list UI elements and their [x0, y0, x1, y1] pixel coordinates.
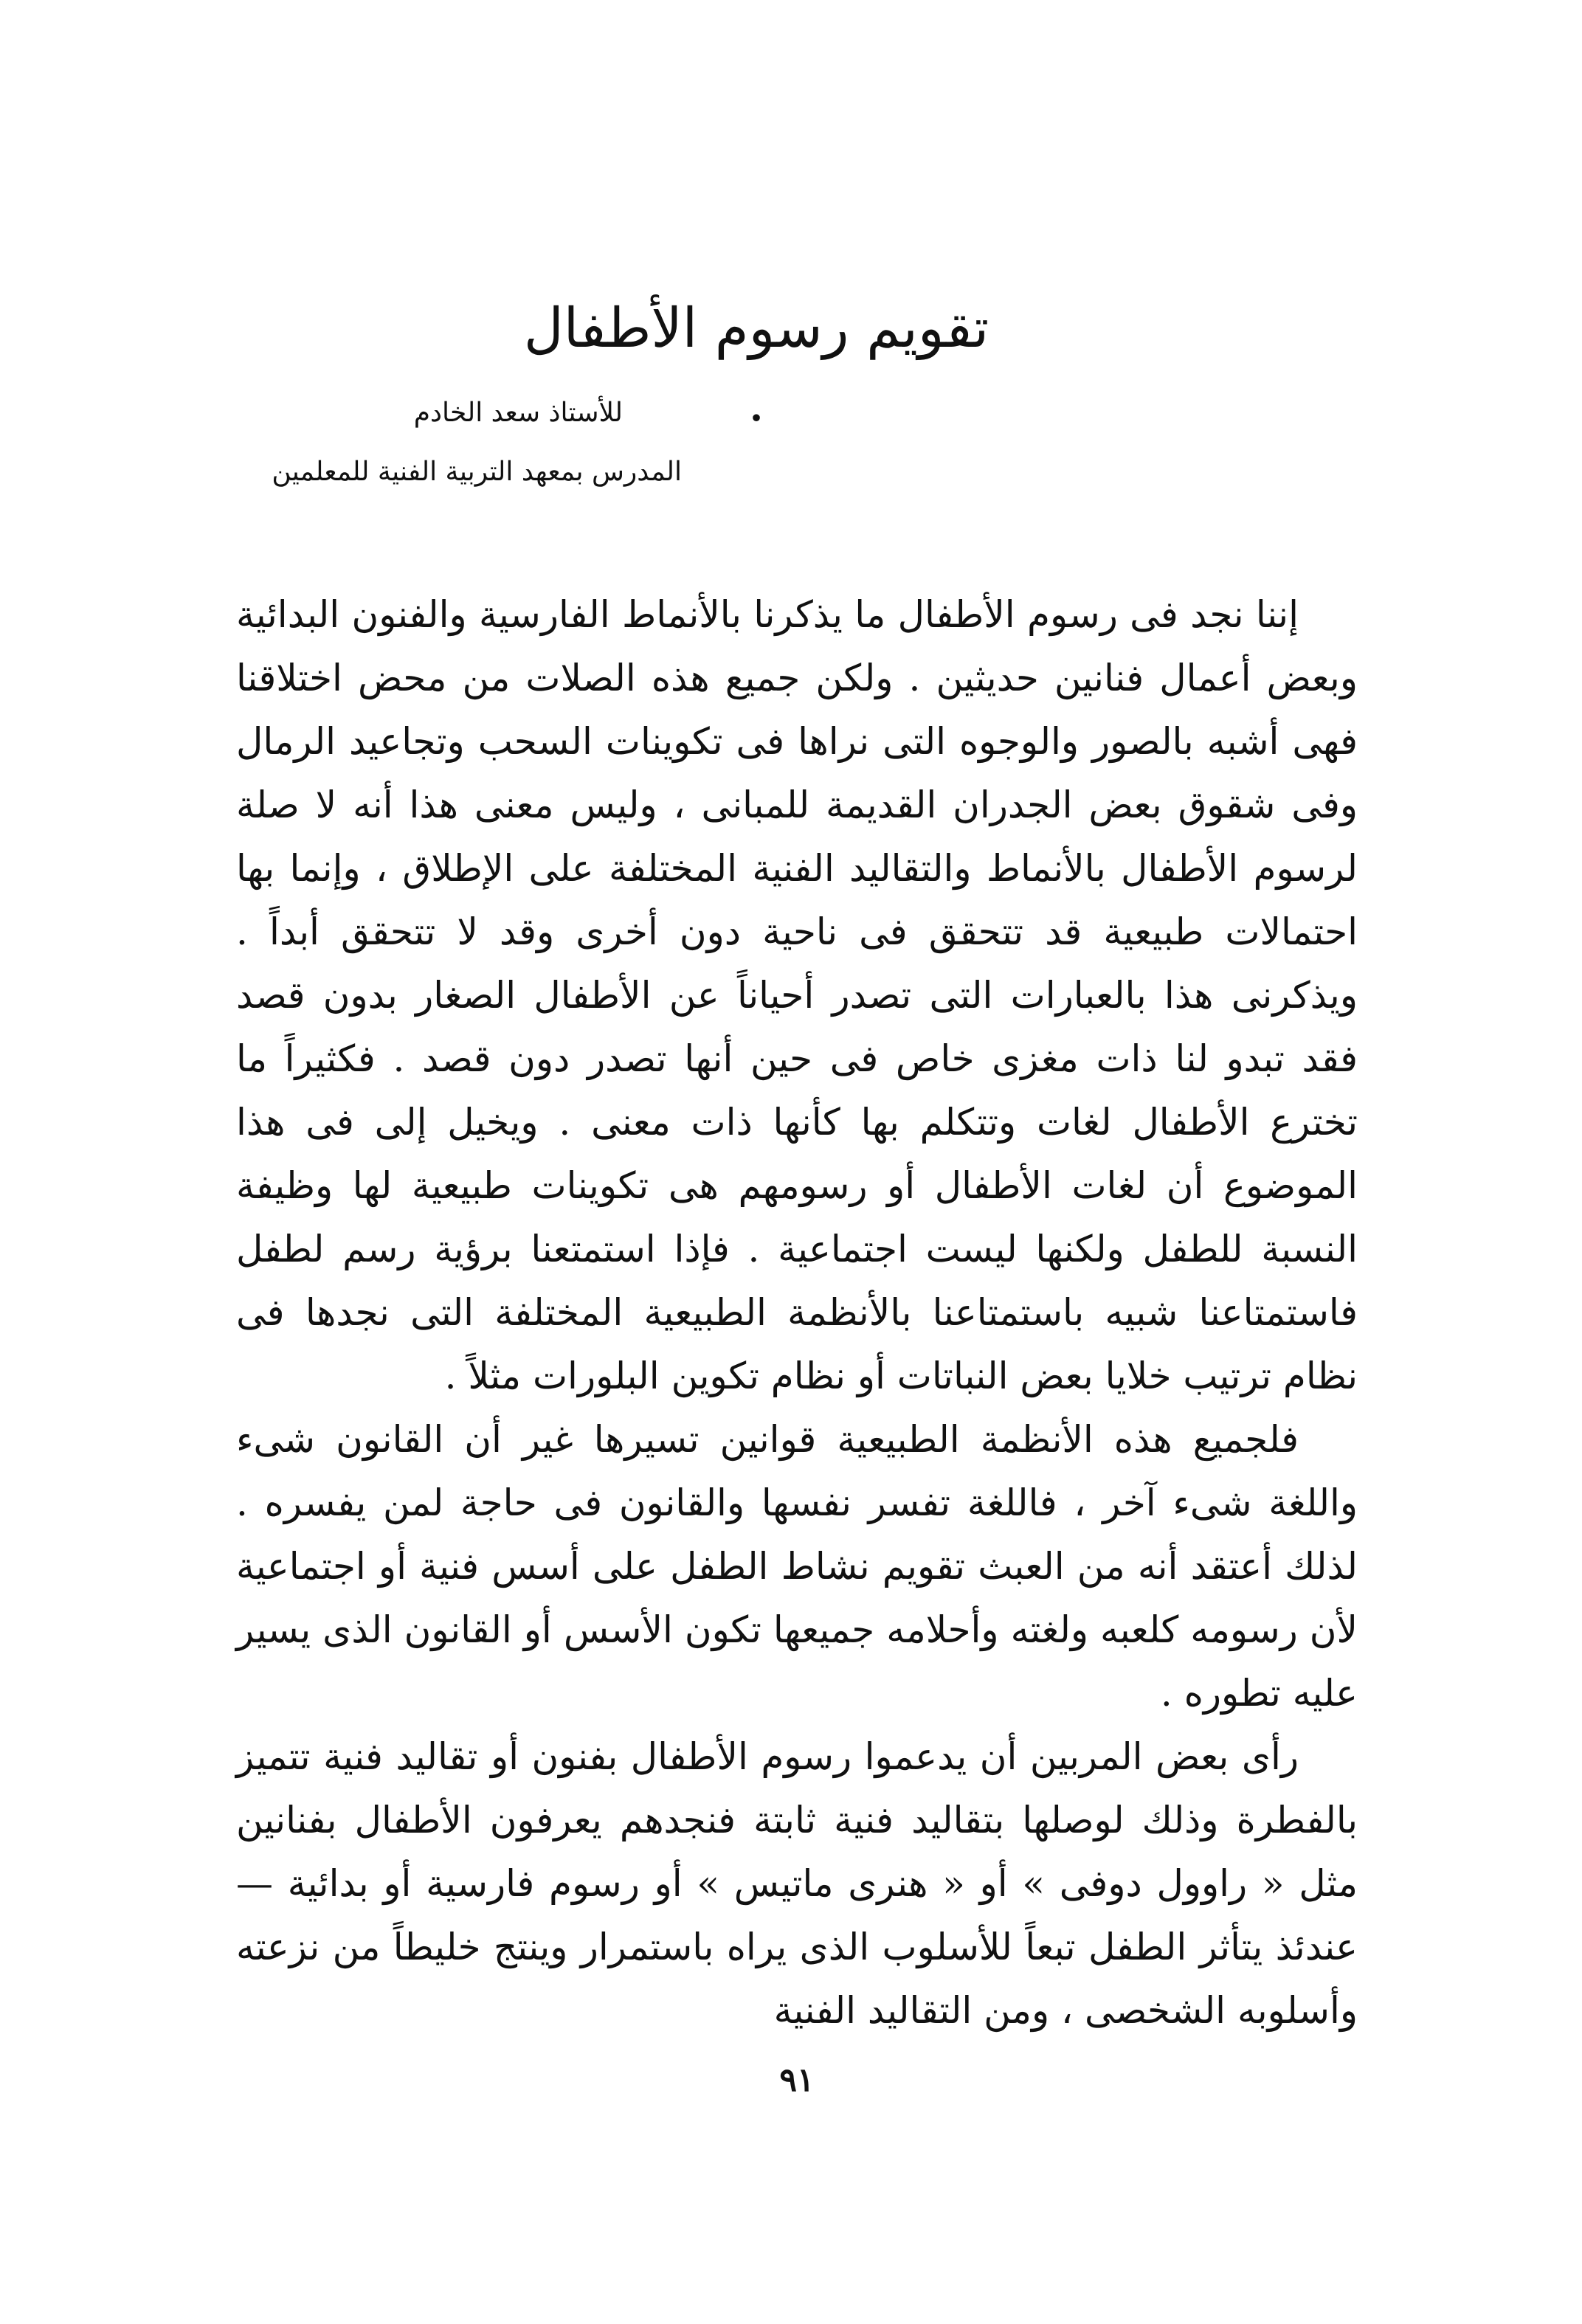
- paragraph-2: فلجميع هذه الأنظمة الطبيعية قوانين تسيرها غير أن القانون شىء واللغة شىء آخر ، فاللغة تفسر نفسها والقانون فى حاجة لمن يفسره . لذلك أعتقد أنه من العبث تقويم نشاط الطفل على أسس فنية أو اجتماعية لأن رسومه كلعبه ولغته وأحلامه جميعها تكون الأسس أو القانون الذى يسير عليه تطوره .: [236, 1418, 1358, 1715]
- paragraph-1: إننا نجد فى رسوم الأطفال ما يذكرنا بالأنماط الفارسية والفنون البدائية وبعض أعمال فنانين حديثين . ولكن جميع هذه الصلات من محض اختلاقنا فهى أشبه بالصور والوجوه التى نراها فى تكوينات السحب وتجاعيد الرمال وفى شقوق بعض الجدران القديمة للمبانى ، وليس معنى هذا أنه لا صلة لرسوم الأطفال بالأنماط والتقاليد الفنية المختلفة على الإطلاق ، وإنما بها احتمالات طبيعية قد تتحقق فى ناحية دون أخرى وقد لا تتحقق أبداً . ويذكرنى هذا بالعبارات التى تصدر أحياناً عن الأطفال الصغار بدون قصد فقد تبدو لنا ذات مغزى خاص فى حين أنها تصدر دون قصد . فكثيراً ما تخترع الأطفال لغات وتتكلم بها كأنها ذات معنى . ويخيل إلى فى هذا الموضوع أن لغات الأطفال أو رسومهم هى تكوينات طبيعية لها وظيفة النسبة للطفل ولكنها ليست اجتماعية . فإذا استمتعنا برؤية رسم لطفل فاستمتاعنا شبيه باستمتاعنا بالأنظمة الطبيعية المختلفة التى نجدها فى نظام ترتيب خلايا بعض النباتات أو نظام تكوين البلورات مثلاً .: [236, 593, 1358, 1397]
- author-line: للأستاذ سعد الخادم: [413, 398, 623, 428]
- article-title: تقويم رسوم الأطفال .: [523, 297, 989, 434]
- article-body: [236, 583, 1358, 2042]
- affiliation-line: المدرس بمعهد التربية الفنية للمعلمين: [272, 457, 682, 487]
- page-number: ٩١: [779, 2061, 815, 2099]
- paragraph-3: رأى بعض المربين أن يدعموا رسوم الأطفال بفنون أو تقاليد فنية تتميز بالفطرة وذلك لوصلها بتقاليد فنية ثابتة فنجدهم يعرفون الأطفال بفنانين مثل « راوول دوفى » أو « هنرى ماتيس » أو رسوم فارسية أو بدائية — عندئذ يتأثر الطفل تبعاً للأسلوب الذى يراه باستمرار وينتج خليطاً من نزعته وأسلوبه الشخصى ، ومن التقاليد الفنية: [236, 1735, 1358, 2032]
